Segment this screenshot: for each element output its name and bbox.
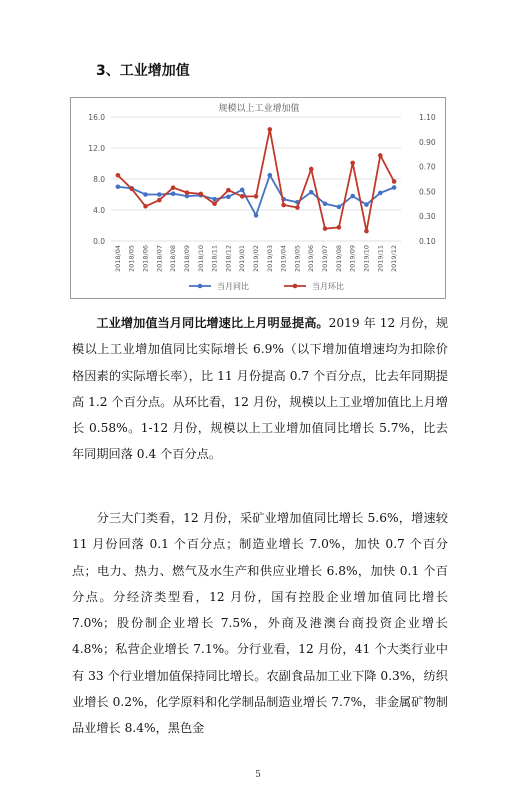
x-axis-tick-label: 2019/08	[334, 245, 343, 273]
paragraph-1-lead: 工业增加值当月同比增速比上月明显提高。	[96, 316, 329, 330]
x-axis-tick-label: 2019/02	[252, 245, 260, 273]
series-2-point	[254, 194, 259, 199]
series-1-point	[240, 188, 245, 193]
series-2-point	[157, 198, 162, 203]
series-1-point	[268, 173, 273, 178]
series-1-point	[212, 197, 217, 202]
x-axis-tick-label: 2019/06	[307, 245, 316, 273]
x-axis-tick-label: 2019/05	[293, 245, 302, 273]
x-axis-tick-label: 2019/09	[348, 245, 357, 273]
series-1-point	[392, 185, 397, 190]
x-axis-tick-label: 2018/04	[113, 245, 122, 273]
x-axis-tick-label: 2019/01	[238, 245, 247, 273]
chart-svg	[71, 98, 447, 300]
paragraph-2	[72, 505, 448, 742]
right-axis-tick-label: 1.10	[419, 113, 436, 122]
x-axis-tick-label: 2018/11	[210, 245, 219, 273]
legend-label: 当月同比	[217, 282, 249, 291]
x-axis-tick-label: 2018/07	[155, 245, 164, 273]
series-1-point	[337, 205, 342, 210]
x-axis-tick-label: 2019/07	[321, 245, 330, 273]
series-2-point	[350, 161, 355, 166]
series-1-point	[254, 213, 259, 218]
right-axis-tick-label: 0.70	[419, 162, 436, 172]
series-2-point	[212, 202, 217, 207]
series-2-point	[378, 153, 383, 158]
series-1-point	[226, 195, 231, 200]
series-1-point	[309, 190, 314, 195]
x-axis-tick-label: 2018/09	[182, 245, 191, 273]
series-2-point	[364, 229, 369, 234]
left-axis-tick-label: 0.0	[93, 237, 105, 246]
series-1-point	[157, 192, 162, 197]
line-chart	[70, 97, 446, 299]
x-axis-tick-label: 2018/06	[141, 245, 150, 273]
series-1-point	[350, 194, 355, 199]
series-2-point	[295, 205, 300, 210]
legend-marker-2	[293, 284, 298, 289]
series-2-point	[240, 194, 245, 199]
x-axis-tick-label: 2018/05	[127, 245, 136, 273]
series-2-point	[323, 226, 328, 231]
section-heading: 3、工业增加值	[96, 63, 190, 79]
x-axis-tick-label: 2018/12	[224, 245, 233, 273]
right-axis-tick-label: 0.30	[419, 212, 436, 222]
series-1-point	[364, 202, 369, 207]
series-1-point	[378, 191, 383, 196]
series-2-point	[198, 192, 203, 197]
x-axis-tick-label: 2019/12	[390, 245, 399, 273]
series-2-point	[309, 167, 314, 172]
page-number: 5	[255, 770, 261, 780]
x-axis-tick-label: 2019/04	[279, 245, 288, 273]
series-2-point	[281, 203, 286, 208]
right-axis-tick-label: 0.10	[419, 237, 436, 246]
right-axis-tick-label: 0.90	[419, 137, 436, 147]
series-1-point	[143, 192, 148, 197]
series-2-point	[143, 204, 148, 209]
series-1-point	[323, 202, 328, 207]
left-axis-tick-label: 8.0	[93, 175, 105, 184]
series-1-point	[116, 184, 121, 189]
left-axis-tick-label: 4.0	[93, 206, 105, 215]
x-axis-tick-label: 2018/08	[169, 245, 178, 273]
series-2-point	[268, 127, 273, 132]
series-2-point	[185, 190, 190, 195]
chart-title: 规模以上工业增加值	[218, 104, 300, 114]
x-axis-tick-label: 2018/10	[196, 245, 205, 273]
series-2-point	[116, 173, 121, 178]
series-2-point	[171, 185, 176, 190]
x-axis-tick-label: 2019/10	[362, 245, 371, 273]
paragraph-1-text: 2019 年 12 月份，规模以上工业增加值同比实际增长 6.9%（以下增加值增速均为扣除价格因素的实际增长率），比 11 月份提高 0.7 个百分点，比去年同期提高 1.2 个百分点。从环比看，12 月份，规模以上工业增加值比上月增长 0.58%。1-12 月份，规模以上工业增加值同比增长 5.7%，比去年同期回落 0.4 个百分点。	[72, 316, 449, 462]
legend-marker-1	[198, 284, 203, 289]
x-axis-tick-label: 2019/11	[376, 245, 385, 273]
legend-label: 当月环比	[312, 282, 344, 291]
series-2-point	[337, 225, 342, 230]
paragraph-2-text: 分三大门类看，12 月份，采矿业增加值同比增长 5.6%，增速较 11 月份回落 0.1 个百分点；制造业增长 7.0%，加快 0.7 个百分点；电力、热力、燃气及水生产和供应业增长 6.8%，加快 0.1 个百分点。分经济类型看，12 月份，国有控股企业增加值同比增长 7.0%；股份制企业增长 7.5%，外商及港澳台商投资企业增长 4.8%；私营企业增长 7.1%。分行业看，12 月份，41 个大类行业中有 33 个行业增加值保持同比增长。农副食品加工业下降 0.3%，纺织业增长 0.2%，化学原料和化学制品制造业增长 7.7%，非金属矿物制品业增长 8.4%，黑色金	[72, 511, 448, 736]
series-2-point	[226, 188, 231, 193]
series-2-point	[392, 179, 397, 184]
x-axis-tick-label: 2019/03	[265, 245, 274, 273]
right-axis-tick-label: 0.50	[419, 187, 436, 197]
left-axis-tick-label: 12.0	[88, 144, 105, 153]
left-axis-tick-label: 16.0	[88, 113, 105, 122]
paragraph-1	[72, 310, 448, 468]
series-2-point	[129, 187, 134, 192]
series-1-point	[171, 191, 176, 196]
